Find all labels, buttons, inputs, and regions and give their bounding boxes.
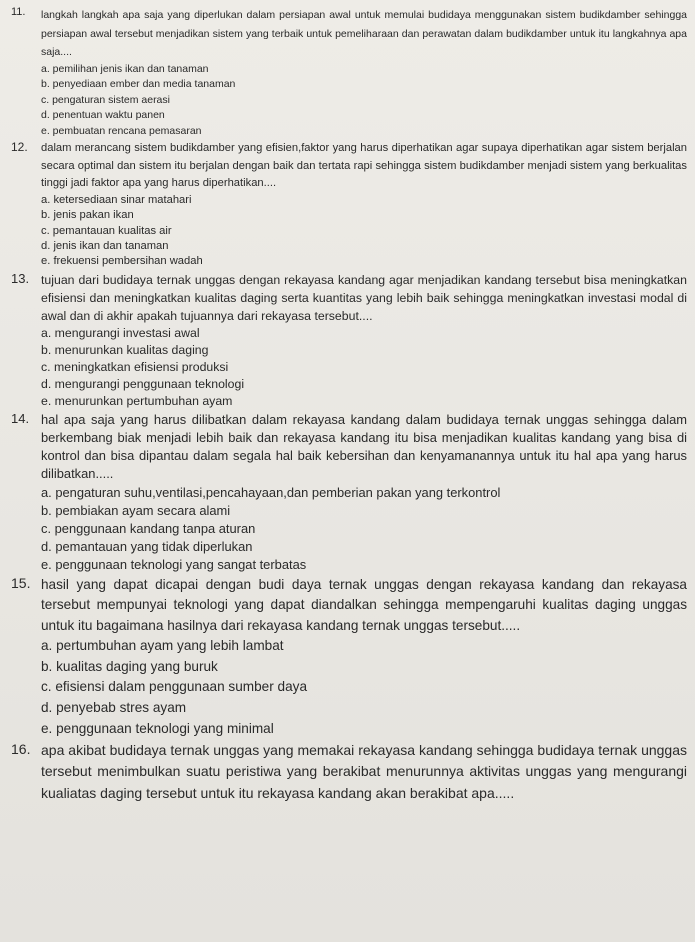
answer-options	[41, 325, 687, 410]
question-12	[8, 140, 687, 270]
answer-options	[41, 484, 687, 574]
question-13	[8, 271, 687, 410]
option-a[interactable]: a. pemilihan jenis ikan dan tanaman	[41, 62, 209, 75]
option-a[interactable]: a. mengurangi investasi awal	[41, 325, 200, 340]
option-d[interactable]: d. penyebab stres ayam	[41, 700, 187, 716]
option-d[interactable]: d. pemantauan yang tidak diperlukan	[41, 538, 253, 554]
option-c[interactable]: c. meningkatkan efisiensi produksi	[41, 359, 229, 374]
question-text: dalam merancang sistem budikdamber yang efisien,faktor yang harus diperhatikan agar supaya diperhatikan agar sistem berjalan secara optimal dan sistem itu berjalan dengan baik dan tertata rapi sehingga sistem budikdamber menjadi sistem yang berkualitas tinggi jadi faktor apa yang harus diperhatikan....	[41, 142, 687, 190]
option-b[interactable]: b. jenis pakan ikan	[41, 209, 134, 222]
question-text: hal apa saja yang harus dilibatkan dalam rekayasa kandang dalam budidaya ternak unggas sehingga dalam berkembang biak menjadi lebih baik dan rekayasa kandang itu bisa menjadikan kualitas kandang yang bisa di kontrol dan bisa dipantau dalam segala hal baik kebersihan dan kenyamanannya untuk itu hal apa yang harus dilibatkan.....	[41, 411, 687, 482]
option-a[interactable]: a. pertumbuhan ayam yang lebih lambat	[41, 637, 284, 653]
option-e[interactable]: e. penggunaan teknologi yang sangat terbatas	[41, 557, 307, 572]
question-16	[8, 740, 687, 805]
option-d[interactable]: d. penentuan waktu panen	[41, 109, 165, 121]
question-text: langkah langkah apa saja yang diperlukan dalam persiapan awal untuk memulai budidaya menggunakan sistem budikdamber sehingga persiapan awal tersebut menjadikan sistem yang terbaik untuk pemeliharaan dan perawatan dalam budikdamber untuk itu langkahnya apa saja....	[41, 9, 687, 58]
option-e[interactable]: e. pembuatan rencana pemasaran	[41, 124, 202, 137]
question-15	[8, 575, 687, 740]
answer-options	[41, 636, 687, 740]
option-a[interactable]: a. ketersediaan sinar matahari	[41, 193, 192, 206]
question-number: 14.	[11, 410, 30, 426]
option-d[interactable]: d. mengurangi penggunaan teknologi	[41, 376, 245, 391]
question-number: 13.	[11, 270, 30, 286]
question-number: 12.	[11, 140, 28, 154]
question-number: 15.	[11, 575, 31, 592]
option-e[interactable]: e. menurunkan pertumbuhan ayam	[41, 393, 233, 408]
answer-options	[41, 62, 687, 140]
option-b[interactable]: b. menurunkan kualitas daging	[41, 342, 209, 357]
option-c[interactable]: c. pengaturan sistem aerasi	[41, 93, 170, 106]
option-b[interactable]: b. pembiakan ayam secara alami	[41, 502, 231, 518]
option-c[interactable]: c. pemantauan kualitas air	[41, 224, 172, 237]
option-a[interactable]: a. pengaturan suhu,ventilasi,pencahayaan,dan pemberian pakan yang terkontrol	[41, 484, 501, 500]
option-b[interactable]: b. kualitas daging yang buruk	[41, 658, 218, 674]
question-14	[8, 411, 687, 574]
question-11	[8, 6, 687, 139]
option-c[interactable]: c. efisiensi dalam penggunaan sumber daya	[41, 679, 308, 695]
answer-options	[41, 193, 687, 270]
question-number: 16.	[11, 740, 31, 757]
option-b[interactable]: b. penyediaan ember dan media tanaman	[41, 78, 236, 90]
question-number: 11.	[11, 6, 26, 18]
option-c[interactable]: c. penggunaan kandang tanpa aturan	[41, 520, 256, 536]
option-e[interactable]: e. frekuensi pembersihan wadah	[41, 255, 203, 268]
option-e[interactable]: e. penggunaan teknologi yang minimal	[41, 720, 274, 736]
question-text: tujuan dari budidaya ternak unggas dengan rekayasa kandang agar menjadikan kandang tersebut bisa meningkatkan efisiensi dan meningkatkan kualitas daging serta kuantitas yang lebih baik sehingga meningkatkan investasi modal di awal dan di akhir apakah tujuannya dari rekayasa tersebut....	[41, 272, 687, 323]
option-d[interactable]: d. jenis ikan dan tanaman	[41, 240, 169, 252]
question-text: apa akibat budidaya ternak unggas yang memakai rekayasa kandang sehingga budidaya ternak unggas tersebut menimbulkan suatu peristiwa yang berakibat menurunnya aktivitas unggas yang mengurangi kualiatas daging tersebut untuk itu rekayasa kandang akan berakibat apa.....	[41, 741, 687, 802]
question-text: hasil yang dapat dicapai dengan budi daya ternak unggas dengan rekayasa kandang dan rekayasa tersebut mempunyai teknologi yang dapat diandalkan sehingga mempengaruhi kualitas daging unggas untuk itu bagaimana hasilnya dari rekayasa kandang ternak unggas tersebut.....	[41, 577, 687, 633]
